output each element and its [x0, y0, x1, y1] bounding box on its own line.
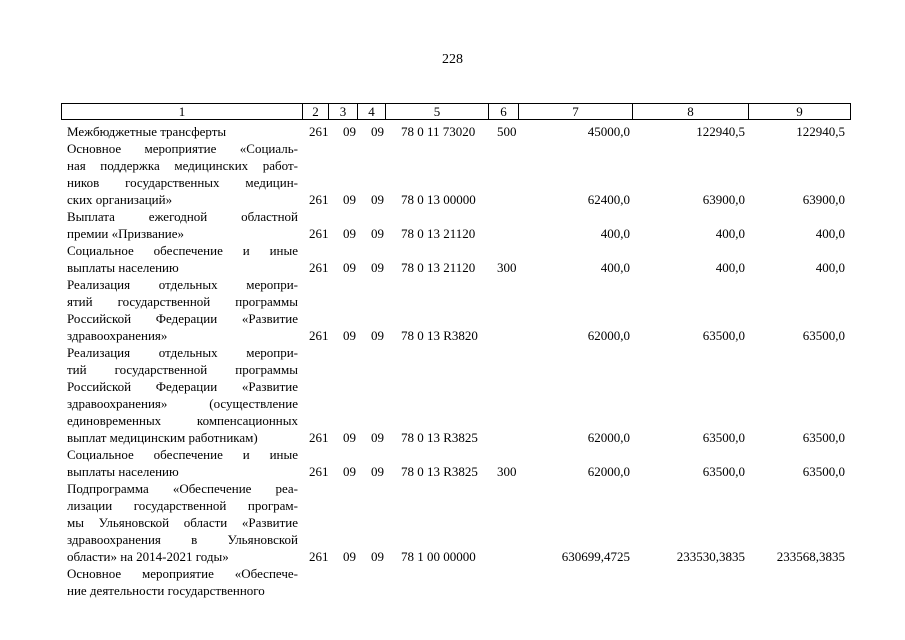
- row-name-line: единовременных компенсационных: [67, 413, 298, 428]
- cell-c9: 63500,0: [802, 430, 845, 445]
- cell-c3: 09: [343, 124, 356, 139]
- row-name-line: ников государственных медицин-: [67, 175, 298, 190]
- cell-c3: 09: [343, 192, 356, 207]
- header-col-5: 5: [386, 104, 489, 120]
- row-name: [67, 242, 298, 276]
- row-name-line: ских организаций»: [67, 192, 173, 207]
- header-col-4: 4: [358, 104, 386, 120]
- cell-c3: 09: [343, 226, 356, 241]
- table-row: [0, 565, 905, 599]
- row-name-line: лизации государственной програм-: [67, 498, 298, 513]
- cell-c5: 78 0 13 R3825: [401, 430, 478, 445]
- cell-c4: 09: [371, 124, 384, 139]
- cell-c9: 63500,0: [802, 464, 845, 479]
- row-name-line: Российской Федерации «Развитие: [67, 379, 298, 394]
- cell-c6: 300: [497, 260, 517, 275]
- cell-c6: 300: [497, 464, 517, 479]
- cell-c3: 09: [343, 549, 356, 564]
- cell-c8: 63500,0: [702, 464, 745, 479]
- cell-c4: 09: [371, 549, 384, 564]
- row-name-line: Выплата ежегодной областной: [67, 209, 298, 224]
- cell-c9: 400,0: [815, 226, 845, 241]
- cell-c5: 78 0 13 21120: [401, 226, 476, 241]
- cell-c9: 400,0: [815, 260, 845, 275]
- table-header: [61, 103, 851, 120]
- row-name-line: Реализация отдельных меропри-: [67, 277, 298, 292]
- row-name-line: Основное мероприятие «Социаль-: [67, 141, 298, 156]
- cell-c7: 630699,4725: [561, 549, 630, 564]
- cell-c2: 261: [309, 192, 329, 207]
- row-name-line: премии «Призвание»: [67, 226, 185, 241]
- cell-c4: 09: [371, 192, 384, 207]
- row-name-line: ятий государственной программы: [67, 294, 298, 309]
- row-name-line: Межбюджетные трансферты: [67, 124, 227, 139]
- row-name: [67, 123, 298, 140]
- row-name-line: ная поддержка медицинских работ-: [67, 158, 298, 173]
- row-name-line: Реализация отдельных меропри-: [67, 345, 298, 360]
- cell-c2: 261: [309, 260, 329, 275]
- table-row: [0, 208, 905, 242]
- table-row: [0, 276, 905, 344]
- cell-c7: 400,0: [600, 260, 630, 275]
- cell-c8: 400,0: [715, 260, 745, 275]
- row-name-line: выплат медицинским работникам): [67, 430, 258, 445]
- cell-c5: 78 0 13 00000: [401, 192, 476, 207]
- cell-c4: 09: [371, 464, 384, 479]
- cell-c4: 09: [371, 260, 384, 275]
- table-row: [0, 123, 905, 140]
- cell-c5: 78 0 13 21120: [401, 260, 476, 275]
- cell-c2: 261: [309, 328, 329, 343]
- cell-c8: 233530,3835: [676, 549, 745, 564]
- cell-c8: 63500,0: [702, 328, 745, 343]
- cell-c3: 09: [343, 260, 356, 275]
- page-number: 228: [442, 52, 463, 67]
- table-row: [0, 344, 905, 446]
- cell-c9: 233568,3835: [776, 549, 845, 564]
- row-name-line: тий государственной программы: [67, 362, 298, 377]
- row-name-line: выплаты населению: [67, 464, 179, 479]
- table-row: [0, 242, 905, 276]
- cell-c2: 261: [309, 430, 329, 445]
- cell-c4: 09: [371, 328, 384, 343]
- cell-c5: 78 0 13 R3825: [401, 464, 478, 479]
- table-row: [0, 446, 905, 480]
- table-row: [0, 140, 905, 208]
- cell-c8: 400,0: [715, 226, 745, 241]
- cell-c7: 62000,0: [587, 430, 630, 445]
- row-name-line: Социальное обеспечение и иные: [67, 447, 298, 462]
- row-name-line: области» на 2014-2021 годы»: [67, 549, 229, 564]
- cell-c2: 261: [309, 226, 329, 241]
- header-col-2: 2: [303, 104, 329, 120]
- cell-c3: 09: [343, 328, 356, 343]
- header-col-3: 3: [329, 104, 358, 120]
- cell-c7: 45000,0: [587, 124, 630, 139]
- row-name: [67, 276, 298, 344]
- row-name-line: Российской Федерации «Развитие: [67, 311, 298, 326]
- cell-c9: 63900,0: [802, 192, 845, 207]
- row-name-line: здравоохранения»: [67, 328, 168, 343]
- row-name: [67, 480, 298, 565]
- cell-c5: 78 0 11 73020: [401, 124, 476, 139]
- row-name-line: выплаты населению: [67, 260, 179, 275]
- cell-c8: 63900,0: [702, 192, 745, 207]
- row-name: [67, 208, 298, 242]
- row-name: [67, 565, 298, 599]
- header-col-7: 7: [519, 104, 633, 120]
- cell-c9: 63500,0: [802, 328, 845, 343]
- cell-c3: 09: [343, 430, 356, 445]
- cell-c4: 09: [371, 226, 384, 241]
- header-col-1: 1: [62, 104, 303, 120]
- header-col-8: 8: [633, 104, 749, 120]
- row-name-line: здравоохранения в Ульяновской: [67, 532, 298, 547]
- cell-c8: 122940,5: [696, 124, 745, 139]
- cell-c4: 09: [371, 430, 384, 445]
- header-col-9: 9: [749, 104, 851, 120]
- cell-c2: 261: [309, 549, 329, 564]
- row-name-line: ние деятельности государственного: [67, 583, 265, 598]
- cell-c3: 09: [343, 464, 356, 479]
- table-row: [0, 480, 905, 565]
- row-name-line: Подпрограмма «Обеспечение реа-: [67, 481, 298, 496]
- row-name: [67, 446, 298, 480]
- cell-c7: 62000,0: [587, 328, 630, 343]
- row-name-line: Основное мероприятие «Обеспече-: [67, 566, 298, 581]
- row-name: [67, 140, 298, 208]
- cell-c7: 62400,0: [587, 192, 630, 207]
- cell-c2: 261: [309, 124, 329, 139]
- cell-c7: 62000,0: [587, 464, 630, 479]
- row-name-line: мы Ульяновской области «Развитие: [67, 515, 298, 530]
- cell-c5: 78 1 00 00000: [401, 549, 476, 564]
- row-name: [67, 344, 298, 446]
- header-col-6: 6: [489, 104, 519, 120]
- cell-c8: 63500,0: [702, 430, 745, 445]
- cell-c5: 78 0 13 R3820: [401, 328, 478, 343]
- row-name-line: Социальное обеспечение и иные: [67, 243, 298, 258]
- cell-c6: 500: [497, 124, 517, 139]
- cell-c9: 122940,5: [796, 124, 845, 139]
- row-name-line: здравоохранения» (осуществление: [67, 396, 298, 411]
- cell-c2: 261: [309, 464, 329, 479]
- cell-c7: 400,0: [600, 226, 630, 241]
